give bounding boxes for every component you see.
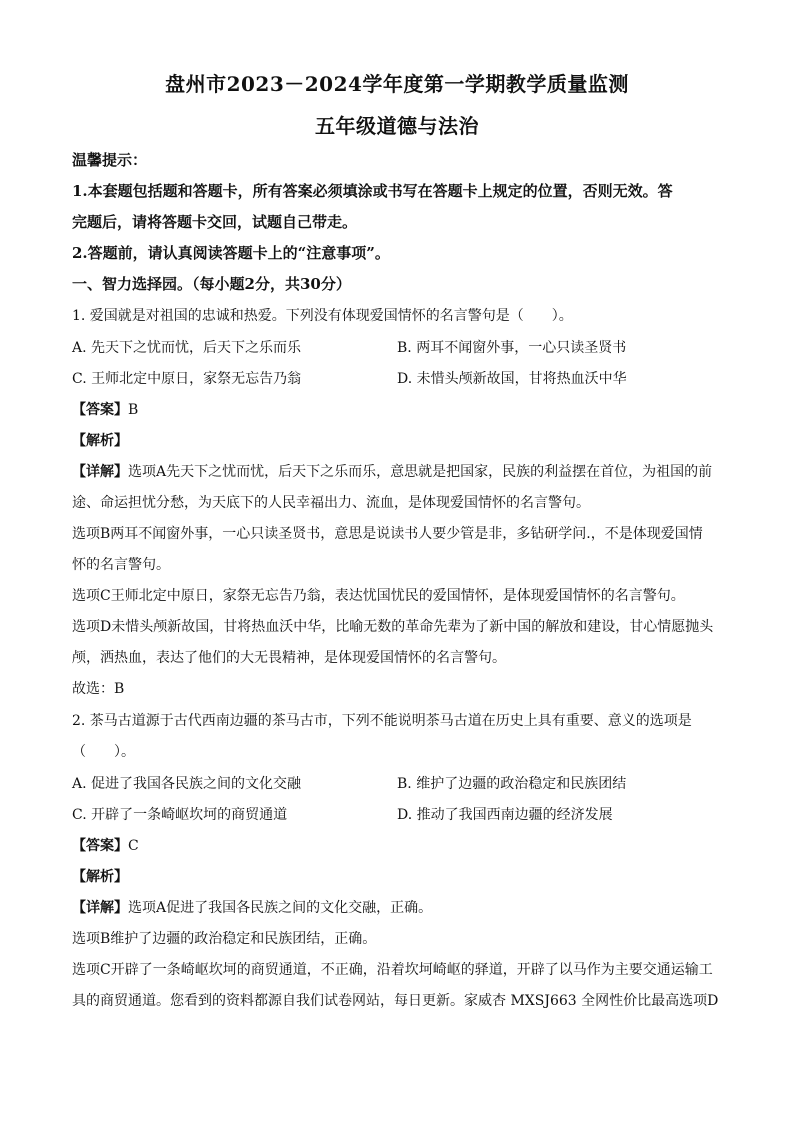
notice-item-1-line-2: 完题后，请将答题卡交回，试题自己带走。	[72, 213, 358, 231]
question-2-option-b: B. 维护了边疆的政治稳定和民族团结	[397, 776, 627, 792]
question-1-detail-b-line-2: 怀的名言警句。	[72, 557, 170, 573]
section-1-heading: 一、智力选择园。（每小题2分，共30分）	[72, 275, 351, 293]
question-1-stem: 1. 爱国就是对祖国的忠诚和热爱。下列没有体现爱国情怀的名言警句是（ ）。	[72, 308, 573, 324]
question-1-answer	[72, 400, 724, 420]
question-1-detail-b-line-1: 选项B两耳不闻窗外事，一心只读圣贤书，意思是说读书人要少管是非，多钻研学问.，不是体现爱国情	[72, 526, 703, 542]
question-1-option-c: C. 王师北定中原日，家祭无忘告乃翁	[72, 371, 302, 387]
detail-tag: 【详解】	[72, 464, 128, 480]
answer-tag: 【答案】	[72, 402, 128, 418]
question-2-detail-c-line-2: 具的商贸通道。您看到的资料都源自我们试卷网站，每日更新。家威杏 MXSJ663 全网性价比最高选项D	[72, 993, 719, 1009]
question-2-stem-line-2: （ ）。	[72, 744, 135, 760]
question-1-option-b: B. 两耳不闻窗外事，一心只读圣贤书	[397, 340, 627, 356]
question-2-option-c: C. 开辟了一条崎岖坎坷的商贸通道	[72, 807, 288, 823]
question-1-detail-a-line-1	[72, 462, 724, 482]
question-1-analysis-tag	[72, 431, 724, 451]
question-1-option-d: D. 未惜头颅新故国，甘将热血沃中华	[397, 371, 627, 387]
question-1-option-a: A. 先天下之忧而忧，后天下之乐而乐	[72, 340, 302, 356]
question-2-detail-c-line-1: 选项C开辟了一条崎岖坎坷的商贸通道，不正确，沿着坎坷崎岖的驿道，开辟了以马作为主要交通运输工	[72, 962, 713, 978]
notice-item-1-line-1: 1.本套题包括题和答题卡，所有答案必须填涂或书写在答题卡上规定的位置，否则无效。答	[72, 182, 673, 200]
question-1-conclusion: 故选：B	[72, 681, 125, 697]
question-2-stem-line-1: 2. 茶马古道源于古代西南边疆的茶马古市，下列不能说明茶马古道在历史上具有重要、意义的选项是	[72, 713, 692, 729]
question-2-answer	[72, 836, 724, 856]
question-1-detail-c: 选项C王师北定中原日，家祭无忘告乃翁，表达忧国忧民的爱国情怀，是体现爱国情怀的名言警句。	[72, 588, 685, 604]
notice-heading: 温馨提示：	[72, 151, 148, 169]
detail-tag: 【详解】	[72, 900, 128, 916]
analysis-tag: 【解析】	[72, 433, 128, 449]
question-1-detail-d-line-2: 颅，洒热血，表达了他们的大无畏精神，是体现爱国情怀的名言警句。	[72, 650, 506, 666]
detail-text: 选项A促进了我国各民族之间的文化交融，正确。	[128, 900, 433, 916]
analysis-tag: 【解析】	[72, 869, 128, 885]
answer-tag: 【答案】	[72, 838, 128, 854]
question-1-detail-a-line-2: 途、命运担忧分愁，为天底下的人民幸福出力、流血，是体现爱国情怀的名言警句。	[72, 495, 590, 511]
detail-text: 选项A先天下之忧而忧，后天下之乐而乐，意思就是把国家，民族的利益摆在首位，为祖国的前	[128, 464, 713, 480]
question-1-detail-d-line-1: 选项D未惜头颅新故国，甘将热血沃中华，比喻无数的革命先辈为了新中国的解放和建设，甘心情愿抛头	[72, 619, 714, 635]
question-2-option-d: D. 推动了我国西南边疆的经济发展	[397, 807, 613, 823]
answer-value: C	[128, 838, 139, 854]
exam-subtitle: 五年级道德与法治	[315, 114, 479, 138]
notice-item-2: 2.答题前，请认真阅读答题卡上的“注意事项”。	[72, 244, 390, 262]
question-2-detail-a	[72, 898, 724, 918]
exam-title: 盘州市2023－2024学年度第一学期教学质量监测	[165, 72, 629, 96]
question-2-option-a: A. 促进了我国各民族之间的文化交融	[72, 776, 302, 792]
question-2-detail-b: 选项B维护了边疆的政治稳定和民族团结，正确。	[72, 931, 377, 947]
question-2-analysis-tag	[72, 867, 724, 887]
answer-value: B	[128, 402, 139, 418]
